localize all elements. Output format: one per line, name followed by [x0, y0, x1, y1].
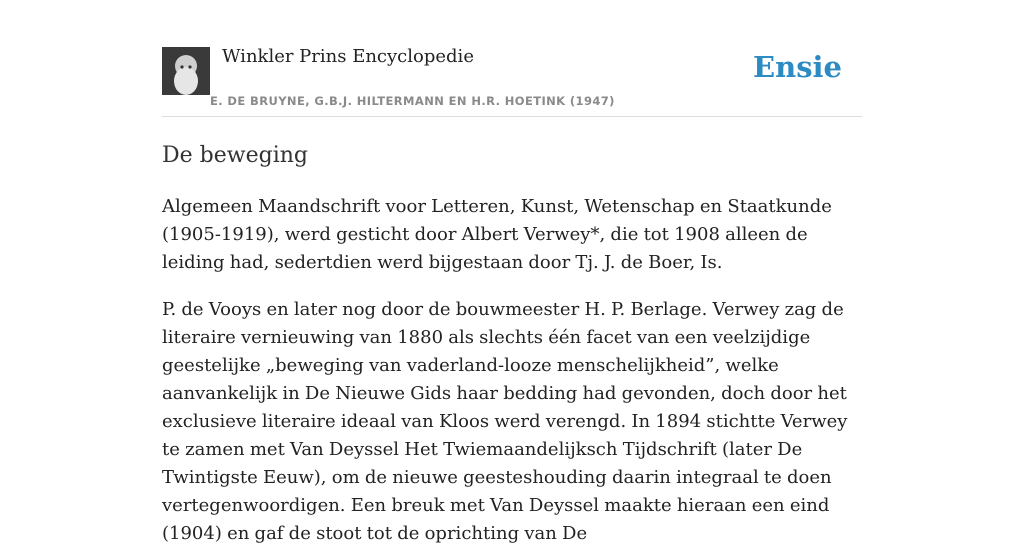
- article-title: De beweging: [162, 143, 308, 168]
- author-portrait-image: [162, 47, 210, 95]
- article-paragraph-2: P. de Vooys en later nog door de bouwmeester H. P. Berlage. Verwey zag de literaire vernieuwing van 1880 als slechts één facet van een veelzijdige geestelijke „beweging van vaderland-looze menschelijkheid”, welke aanvankelijk in De Nieuwe Gids haar bedding had gevonden, doch door het exclusieve literaire ideaal van Kloos werd verengd. In 1894 stichtte Verwey te zamen met Van Deyssel Het Twiemaandelijksch Tijdschrift (later De Twintigste Eeuw), om de nieuwe geesteshouding daarin integraal te doen vertegenwoordigen. Een breuk met Van Deyssel maakte hieraan een eind (1904) en gaf de stoot tot de oprichting van De: [162, 299, 848, 544]
- article-paragraph-1: Algemeen Maandschrift voor Letteren, Kunst, Wetenschap en Staatkunde (1905-1919), werd gesticht door Albert Verwey*, die tot 1908 alleen de leiding had, sedertdien werd bijgestaan door Tj. J. de Boer, Is.: [162, 196, 832, 273]
- authors-credit: E. DE BRUYNE, G.B.J. HILTERMANN EN H.R. HOETINK (1947): [210, 94, 615, 108]
- encyclopedia-title[interactable]: Winkler Prins Encyclopedie: [222, 46, 474, 67]
- site-header: [162, 0, 862, 117]
- brand-logo[interactable]: Ensie: [753, 50, 842, 84]
- article-page: [162, 0, 862, 544]
- author-avatar[interactable]: [162, 47, 210, 95]
